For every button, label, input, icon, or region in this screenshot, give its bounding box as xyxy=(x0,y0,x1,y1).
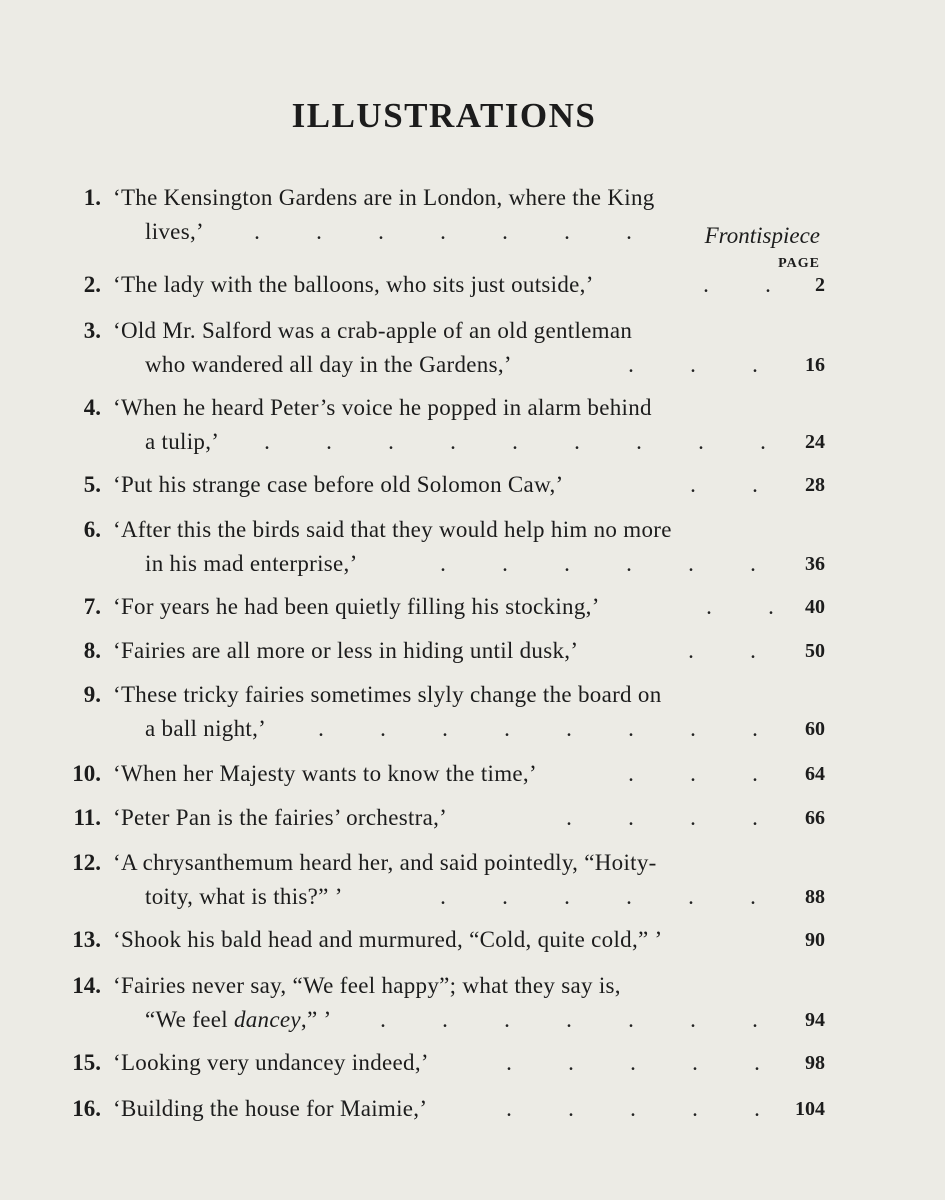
page-reference: Frontispiece xyxy=(704,223,820,248)
item-caption: ‘The lady with the balloons, who sits just outside,’ xyxy=(113,272,594,297)
page-number: 98 xyxy=(805,1052,825,1074)
item-number: 13. xyxy=(72,927,101,952)
dot-leaders: . . . . . . xyxy=(440,551,756,576)
item-caption: ‘These tricky fairies sometimes slyly change the board on xyxy=(113,682,662,707)
page-number: 66 xyxy=(805,807,825,829)
item-caption-continued: toity, what is this?” ’ xyxy=(145,884,343,909)
dot-leaders: . . . . . . . . xyxy=(318,716,758,741)
item-number: 15. xyxy=(72,1050,101,1075)
item-number: 12. xyxy=(72,850,101,875)
item-number: 16. xyxy=(72,1096,101,1121)
item-number: 5. xyxy=(83,472,101,497)
dot-leaders: . . . . xyxy=(566,805,758,830)
dot-leaders: . . . . . . . xyxy=(254,219,632,244)
item-caption: ‘Old Mr. Salford was a crab-apple of an old gentleman xyxy=(113,318,633,343)
item-number: 11. xyxy=(73,805,101,830)
item-number: 14. xyxy=(72,973,101,998)
page-number: 90 xyxy=(805,929,825,951)
item-number: 7. xyxy=(83,594,101,619)
item-number: 1. xyxy=(83,185,101,210)
item-caption: ‘The Kensington Gardens are in London, where the King xyxy=(113,185,655,210)
item-caption: ‘A chrysanthemum heard her, and said pointedly, “Hoity- xyxy=(113,850,657,875)
caption-text: ,” ’ xyxy=(300,1007,332,1032)
item-caption: ‘When he heard Peter’s voice he popped in alarm behind xyxy=(113,395,652,420)
item-number: 4. xyxy=(83,395,101,420)
item-caption-continued: in his mad enterprise,’ xyxy=(145,551,358,576)
dot-leaders: . . . xyxy=(628,761,758,786)
item-caption-continued: a ball night,’ xyxy=(145,716,267,741)
page-column-label: PAGE xyxy=(778,256,820,271)
dot-leaders: . . . . . . . . . xyxy=(264,429,766,454)
item-caption: ‘Shook his bald head and murmured, “Cold, quite cold,” ’ xyxy=(113,927,663,952)
dot-leaders: . . xyxy=(706,594,774,619)
page-number: 94 xyxy=(805,1009,825,1031)
item-caption-continued xyxy=(145,1003,331,1037)
caption-text: “We feel xyxy=(145,1007,234,1032)
dot-leaders: . . . . . . . xyxy=(380,1007,758,1032)
item-caption: ‘Peter Pan is the fairies’ orchestra,’ xyxy=(113,805,448,830)
dot-leaders: . . xyxy=(688,638,756,663)
item-caption: ‘Fairies are all more or less in hiding until dusk,’ xyxy=(113,638,579,663)
dot-leaders: . . . xyxy=(628,352,758,377)
dot-leaders: . . xyxy=(690,472,758,497)
item-caption: ‘Looking very undancey indeed,’ xyxy=(113,1050,429,1075)
item-number: 8. xyxy=(83,638,101,663)
page-number: 64 xyxy=(805,763,825,785)
page-number: 24 xyxy=(805,431,825,453)
dot-leaders: . . . . . . xyxy=(440,884,756,909)
page-number: 104 xyxy=(795,1098,825,1120)
item-number: 6. xyxy=(83,517,101,542)
page-number: 28 xyxy=(805,474,825,496)
item-caption-continued: who wandered all day in the Gardens,’ xyxy=(145,352,512,377)
page-number: 36 xyxy=(805,553,825,575)
caption-italic-word: dancey xyxy=(233,1007,301,1032)
page-number: 16 xyxy=(805,354,825,376)
page-number: 60 xyxy=(805,718,825,740)
dot-leaders: . . . . . xyxy=(506,1050,760,1075)
item-number: 9. xyxy=(83,682,101,707)
page-number: 88 xyxy=(805,886,825,908)
item-caption: ‘Fairies never say, “We feel happy”; what they say is, xyxy=(113,973,621,998)
page-number: 2 xyxy=(815,274,825,296)
page-number: 50 xyxy=(805,640,825,662)
item-caption: ‘When her Majesty wants to know the time,’ xyxy=(113,761,537,786)
dot-leaders: . . . . . xyxy=(506,1096,760,1121)
dot-leaders: . . xyxy=(703,272,771,297)
item-caption: ‘For years he had been quietly filling his stocking,’ xyxy=(113,594,600,619)
page-number: 40 xyxy=(805,596,825,618)
item-caption-continued: lives,’ xyxy=(145,219,204,244)
page-title: ILLUSTRATIONS xyxy=(291,96,597,135)
item-number: 2. xyxy=(83,272,101,297)
item-caption-continued: a tulip,’ xyxy=(145,429,220,454)
item-caption: ‘Put his strange case before old Solomon Caw,’ xyxy=(113,472,564,497)
item-number: 10. xyxy=(72,761,101,786)
item-caption: ‘Building the house for Maimie,’ xyxy=(113,1096,428,1121)
item-number: 3. xyxy=(83,318,101,343)
item-caption: ‘After this the birds said that they would help him no more xyxy=(113,517,672,542)
